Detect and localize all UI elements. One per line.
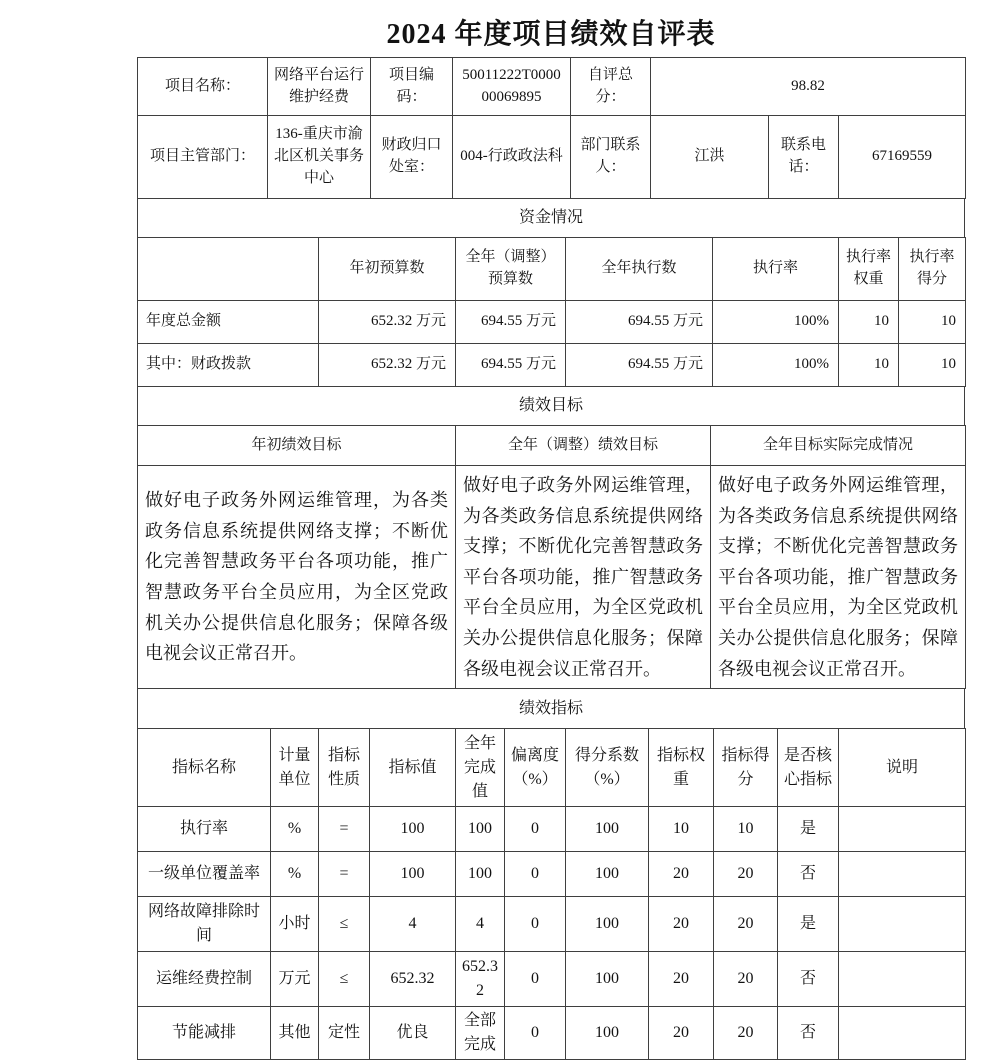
table-row [138,199,965,238]
table-cell: 全部完成 [456,1007,505,1060]
table-cell: 10 [899,301,966,344]
table-cell: 0 [505,897,566,952]
goals-section-title: 绩效目标 [138,387,965,426]
table-cell: 优良 [370,1007,456,1060]
table-cell: 10 [839,301,899,344]
dept-value: 136-重庆市渝北区机关事务中心 [268,116,371,199]
table-cell: 万元 [271,952,319,1007]
table-cell: 20 [714,1007,778,1060]
goals-content-row [138,466,966,689]
table-cell: 是 [778,807,839,852]
table-cell: 100 [566,1007,649,1060]
table-cell: 20 [649,952,714,1007]
project-code-label: 项目编码： [371,58,453,116]
indicators-header-row [138,729,966,807]
project-code-value: 50011222T000000069895 [453,58,571,116]
column-header: 指标得分 [714,729,778,807]
contact-label: 部门联系人： [571,116,651,199]
table-cell: 10 [714,807,778,852]
table-cell: 652.32 万元 [319,301,456,344]
column-header: 执行率得分 [899,238,966,301]
table-row [138,116,966,199]
goals-header-row [138,426,966,466]
phone-label: 联系电话： [769,116,839,199]
table-cell [839,807,966,852]
self-score-label: 自评总分： [571,58,651,116]
indicator-name: 网络故障排除时间 [138,897,271,952]
column-header: 全年目标实际完成情况 [711,426,966,466]
table-cell: 100 [370,807,456,852]
column-header: 指标名称 [138,729,271,807]
indicator-name: 运维经费控制 [138,952,271,1007]
goal-actual-text: 做好电子政务外网运维管理，为各类政务信息系统提供网络支撑；不断优化完善智慧政务平台各项功能，推广智慧政务平台全员应用，为全区党政机关办公提供信息化服务；保障各级电视会议正常召开。 [711,466,966,689]
table-cell: 100 [566,897,649,952]
table-cell [839,852,966,897]
table-cell: 694.55 万元 [566,344,713,387]
table-cell: 100 [370,852,456,897]
table-cell: 20 [714,952,778,1007]
column-header: 全年（调整）绩效目标 [456,426,711,466]
finance-office-label: 财政归口处室： [371,116,453,199]
table-cell: = [319,807,370,852]
column-header: 全年执行数 [566,238,713,301]
table-cell: 652.32 万元 [319,344,456,387]
column-header: 全年（调整）预算数 [456,238,566,301]
table-cell: 20 [649,852,714,897]
table-cell: 100 [456,807,505,852]
funding-table [137,237,966,387]
table-cell: % [271,852,319,897]
column-header: 说明 [839,729,966,807]
funding-section-band [137,198,965,238]
table-cell: 10 [649,807,714,852]
form-table [137,57,965,1060]
funding-row-total [138,301,966,344]
column-header: 指标性质 [319,729,370,807]
indicator-name: 节能减排 [138,1007,271,1060]
table-row [138,387,965,426]
column-header: 偏离度（%） [505,729,566,807]
indicator-row [138,852,966,897]
column-header: 指标值 [370,729,456,807]
table-cell: 100 [566,807,649,852]
table-cell: ≤ [319,952,370,1007]
goal-adjusted-text: 做好电子政务外网运维管理，为各类政务信息系统提供网络支撑；不断优化完善智慧政务平台各项功能，推广智慧政务平台全员应用，为全区党政机关办公提供信息化服务；保障各级电视会议正常召开。 [456,466,711,689]
project-name-label: 项目名称： [138,58,268,116]
table-cell: 100 [566,852,649,897]
column-header: 是否核心指标 [778,729,839,807]
column-header: 计量单位 [271,729,319,807]
indicator-name: 一级单位覆盖率 [138,852,271,897]
self-score-value: 98.82 [651,58,966,116]
project-info-table [137,57,966,199]
table-cell: 20 [649,1007,714,1060]
row-label: 其中：财政拨款 [138,344,319,387]
table-cell: 694.55 万元 [456,344,566,387]
table-cell: 652.32 [456,952,505,1007]
indicators-section-title: 绩效指标 [138,689,965,729]
table-cell: = [319,852,370,897]
column-header: 指标权重 [649,729,714,807]
goals-table [137,425,966,689]
table-cell: 652.32 [370,952,456,1007]
indicator-row [138,897,966,952]
table-cell: 20 [714,852,778,897]
row-label: 年度总金额 [138,301,319,344]
indicator-row [138,1007,966,1060]
funding-row-fiscal [138,344,966,387]
column-header: 年初预算数 [319,238,456,301]
table-cell: 10 [899,344,966,387]
indicators-section-band [137,688,965,729]
table-cell: 100 [456,852,505,897]
funding-header-row [138,238,966,301]
table-cell: 10 [839,344,899,387]
table-cell: 4 [456,897,505,952]
column-header: 执行率权重 [839,238,899,301]
funding-section-title: 资金情况 [138,199,965,238]
table-cell: 否 [778,852,839,897]
goals-section-band [137,386,965,426]
table-cell: 定性 [319,1007,370,1060]
table-cell: 100 [566,952,649,1007]
column-header: 全年完成值 [456,729,505,807]
indicator-name: 执行率 [138,807,271,852]
page-title: 2024 年度项目绩效自评表 [386,19,716,50]
table-row [138,58,966,116]
indicator-row [138,807,966,852]
table-cell: 0 [505,807,566,852]
table-cell: 100% [713,344,839,387]
table-cell: ≤ [319,897,370,952]
table-cell: 0 [505,952,566,1007]
indicator-row [138,952,966,1007]
goal-initial-text: 做好电子政务外网运维管理，为各类政务信息系统提供网络支撑；不断优化完善智慧政务平台各项功能，推广智慧政务平台全员应用，为全区党政机关办公提供信息化服务；保障各级电视会议正常召开。 [138,466,456,689]
table-cell: 0 [505,852,566,897]
dept-label: 项目主管部门： [138,116,268,199]
table-cell [839,897,966,952]
contact-value: 江洪 [651,116,769,199]
table-cell [839,952,966,1007]
table-cell: 694.55 万元 [566,301,713,344]
table-cell: % [271,807,319,852]
table-cell: 694.55 万元 [456,301,566,344]
table-cell: 是 [778,897,839,952]
table-cell: 小时 [271,897,319,952]
column-header: 得分系数（%） [566,729,649,807]
column-header: 执行率 [713,238,839,301]
phone-value: 67169559 [839,116,966,199]
table-cell: 0 [505,1007,566,1060]
table-cell: 否 [778,1007,839,1060]
indicators-table [137,728,966,1060]
table-cell: 100% [713,301,839,344]
column-header [138,238,319,301]
table-cell [839,1007,966,1060]
table-cell: 20 [649,897,714,952]
table-cell: 其他 [271,1007,319,1060]
column-header: 年初绩效目标 [138,426,456,466]
table-cell: 否 [778,952,839,1007]
table-cell: 4 [370,897,456,952]
table-cell: 20 [714,897,778,952]
finance-office-value: 004-行政政法科 [453,116,571,199]
table-row [138,689,965,729]
project-name-value: 网络平台运行维护经费 [268,58,371,116]
